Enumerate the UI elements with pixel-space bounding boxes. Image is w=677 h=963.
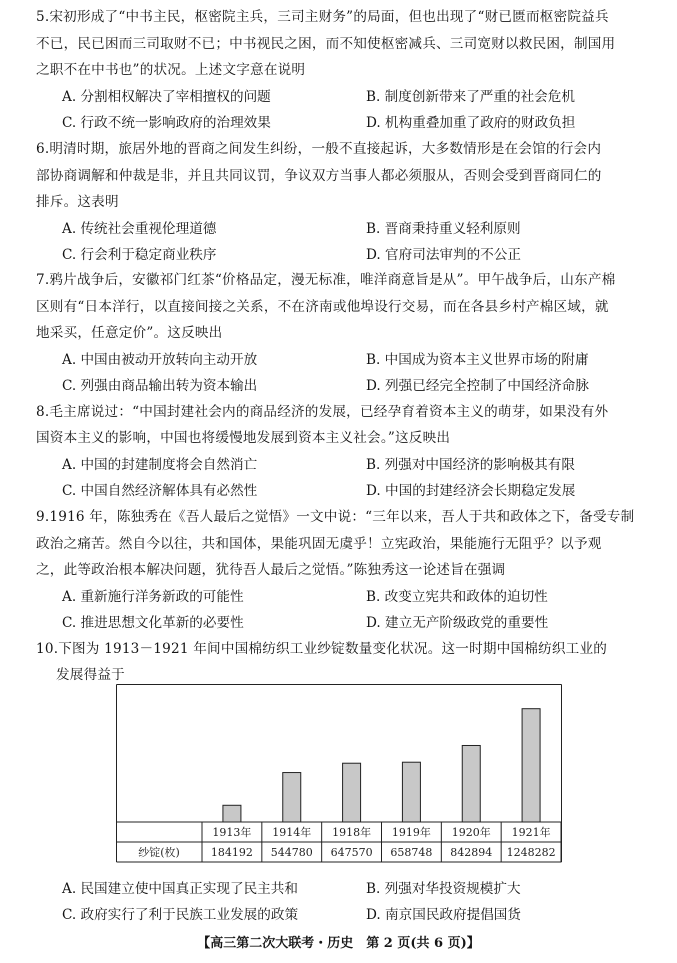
option-a: A. 民国建立使中国真正实现了民主共和 bbox=[62, 881, 298, 897]
question-text-line: 6.明清时期，旅居外地的晋商之间发生纠纷，一般不直接起诉，大多数情形是在会馆的行会内 bbox=[36, 141, 602, 157]
option-a: A. 中国的封建制度将会自然消亡 bbox=[62, 457, 258, 473]
option-d: D. 机构重叠加重了政府的财政负担 bbox=[366, 115, 576, 131]
question-text-line: 部协商调解和仲裁是非，并且共同议罚，争议双方当事人都必须服从，否则会受到晋商同仁的 bbox=[36, 168, 602, 184]
chart-bar bbox=[402, 762, 420, 822]
chart-bar bbox=[283, 773, 301, 822]
chart-bar bbox=[223, 805, 241, 822]
option-b: B. 改变立宪共和政体的迫切性 bbox=[366, 589, 548, 605]
chart-category-label: 1921年 bbox=[511, 826, 551, 839]
question-text-line: 政治之痛苦。然自今以往，共和国体，果能巩固无虞乎！立宪政治，果能施行无阻乎？以予观 bbox=[36, 536, 602, 552]
chart-value-label: 647570 bbox=[330, 846, 373, 859]
chart-category-label: 1918年 bbox=[332, 826, 372, 839]
option-c: C. 行政不统一影响政府的治理效果 bbox=[62, 115, 271, 131]
option-b: B. 中国成为资本主义世界市场的附庸 bbox=[366, 352, 589, 368]
question-text-line: 不已，民已困而三司取财不已；中书视民之困，而不知使枢密减兵、三司宽财以救民困，制国用 bbox=[36, 36, 616, 52]
option-d: D. 官府司法审判的不公正 bbox=[366, 247, 521, 263]
option-d: D. 南京国民政府提倡国货 bbox=[366, 907, 521, 923]
chart-value-label: 184192 bbox=[210, 846, 253, 859]
chart-value-label: 1248282 bbox=[506, 846, 556, 859]
chart-value-label: 842894 bbox=[450, 846, 493, 859]
chart-category-label: 1920年 bbox=[451, 826, 491, 839]
question-text-line: 10.下图为 1913－1921 年间中国棉纺织工业纱锭数量变化状况。这一时期中国棉纺织工业的 bbox=[36, 641, 608, 657]
chart-category-label: 1913年 bbox=[212, 826, 252, 839]
chart-category-label: 1914年 bbox=[272, 826, 312, 839]
option-c: C. 中国自然经济解体具有必然性 bbox=[62, 483, 258, 499]
question-text-line: 之，此等政治根本解决问题，犹待吾人最后之觉悟。”陈独秀这一论述旨在强调 bbox=[36, 562, 506, 578]
table-row-label: 纱锭(枚) bbox=[138, 846, 180, 859]
chart-bar bbox=[522, 709, 540, 822]
question-text-line: 区则有“日本洋行，以直接间接之关系，不在济南或他埠设行交易，而在各县乡村产棉区域，就 bbox=[36, 299, 609, 315]
option-a: A. 分割相权解决了宰相擅权的问题 bbox=[62, 89, 271, 105]
option-a: A. 中国由被动开放转向主动开放 bbox=[62, 352, 258, 368]
chart-svg bbox=[116, 684, 562, 864]
option-b: B. 制度创新带来了严重的社会危机 bbox=[366, 89, 575, 105]
question-text-line: 7.鸦片战争后，安徽祁门红茶“价格品定，漫无标准，唯洋商意旨是从”。甲午战争后，山东产棉 bbox=[36, 272, 616, 288]
option-c: C. 行会利于稳定商业秩序 bbox=[62, 247, 217, 263]
option-d: D. 建立无产阶级政党的重要性 bbox=[366, 615, 549, 631]
option-c: C. 列强由商品输出转为资本输出 bbox=[62, 378, 258, 394]
option-c: C. 政府实行了利于民族工业发展的政策 bbox=[62, 907, 299, 923]
option-c: C. 推进思想文化革新的必要性 bbox=[62, 615, 244, 631]
question-text-line: 之职不在中书也”的状况。上述文字意在说明 bbox=[36, 62, 306, 78]
question-text-line: 排斥。这表明 bbox=[36, 194, 119, 210]
question-text-line: 国资本主义的影响，中国也将缓慢地发展到资本主义社会。”这反映出 bbox=[36, 430, 451, 446]
chart-category-label: 1919年 bbox=[391, 826, 431, 839]
spindle-bar-chart bbox=[116, 684, 562, 864]
chart-bar bbox=[343, 763, 361, 822]
page-footer: 【高三第二次大联考・历史 第 2 页(共 6 页)】 bbox=[197, 936, 480, 951]
option-d: D. 列强已经完全控制了中国经济命脉 bbox=[366, 378, 589, 394]
chart-value-label: 544780 bbox=[270, 846, 313, 859]
chart-bar bbox=[462, 745, 480, 822]
option-d: D. 中国的封建经济会长期稳定发展 bbox=[366, 483, 576, 499]
chart-value-label: 658748 bbox=[390, 846, 433, 859]
option-a: A. 重新施行洋务新政的可能性 bbox=[62, 589, 244, 605]
option-b: B. 列强对华投资规模扩大 bbox=[366, 881, 521, 897]
question-text-line: 8.毛主席说过：“中国封建社会内的商品经济的发展，已经孕育着资本主义的萌芽，如果没有外 bbox=[36, 404, 609, 420]
question-text-line: 9.1916 年，陈独秀在《吾人最后之觉悟》一文中说：“三年以来，吾人于共和政体之下，备受专制 bbox=[36, 509, 635, 525]
question-text-line: 地采买，任意定价”。这反映出 bbox=[36, 325, 223, 341]
option-a: A. 传统社会重视伦理道德 bbox=[62, 221, 217, 237]
question-text-line: 发展得益于 bbox=[56, 667, 125, 683]
question-text-line: 5.宋初形成了“中书主民，枢密院主兵，三司主财务”的局面，但也出现了“财已匮而枢密院益兵 bbox=[36, 9, 609, 25]
option-b: B. 列强对中国经济的影响极其有限 bbox=[366, 457, 575, 473]
option-b: B. 晋商秉持重义轻利原则 bbox=[366, 221, 521, 237]
